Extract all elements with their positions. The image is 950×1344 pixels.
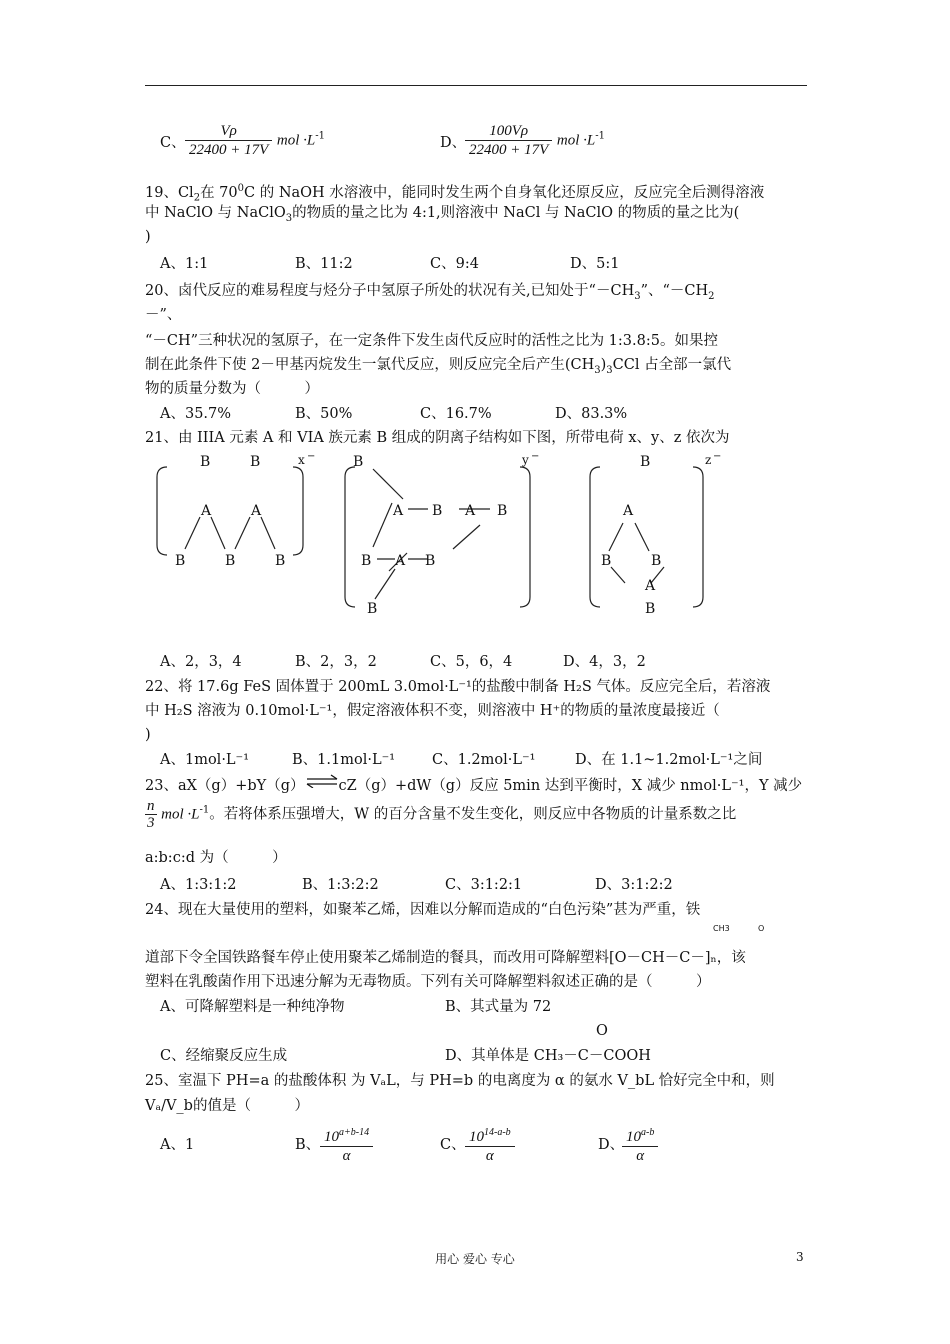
atom-b: B — [645, 601, 656, 617]
atom-a: A — [251, 503, 262, 519]
q25-option-a: A、1 — [160, 1137, 195, 1153]
atom-b: B — [425, 553, 436, 569]
atom-b: B — [175, 553, 186, 569]
atom-b: B — [250, 454, 261, 470]
q21-option-c: C、5，6，4 — [430, 654, 513, 670]
q20-option-c: C、16.7% — [420, 406, 492, 422]
q19-option-d: D、5:1 — [570, 256, 620, 272]
q19-option-c: C、9:4 — [430, 256, 479, 272]
atom-a: A — [623, 503, 634, 519]
footer-text: 用心 爱心 专心 — [435, 1252, 515, 1266]
q22-option-c: C、1.2mol·L⁻¹ — [432, 752, 536, 768]
q25-option-b-label: B、 — [295, 1137, 321, 1153]
q23-option-b: B、1:3:2:2 — [302, 877, 379, 893]
q24-option-a: A、可降解塑料是一种纯净物 — [160, 999, 345, 1015]
q22-line-2: 中 H₂S 溶液为 0.10mol·L⁻¹，假定溶液体积不变，则溶液中 H⁺的物质的量浓度最接近（ — [145, 703, 720, 719]
q23-line-1: 23、aX（g）+bY（g） cZ（g）+dW（g）反应 5min 达到平衡时，X 减少 nmol·L⁻¹，Y 减少 — [145, 776, 802, 796]
charge-z: z — [705, 453, 712, 467]
q24-o-mark: O — [596, 1023, 608, 1039]
q18-option-c: C、 — [160, 135, 186, 151]
q25-option-b-fraction: $\frac{10^{a+b-14}}{\alpha}$ — [320, 1124, 373, 1165]
q25-line-2: Vₐ/V_b的值是（ ） — [145, 1098, 309, 1114]
q24-line-1: 24、现在大量使用的塑料，如聚苯乙烯，因难以分解而造成的“白色污染”甚为严重，铁 — [145, 902, 701, 918]
q18-d-fraction: $\frac{100V\rho}{22400 + 17V}$ mol $\cdot L^{-1}$ — [465, 122, 605, 159]
q23-line-3: a:b:c:d 为（ ） — [145, 850, 287, 866]
q21-structure-diagrams — [145, 445, 745, 625]
q22-line-1: 22、将 17.6g FeS 固体置于 200mL 3.0mol·L⁻¹的盐酸中制备 H₂S 气体。反应完全后，若溶液 — [145, 679, 771, 695]
atom-a: A — [393, 503, 404, 519]
q20-line-1: 20、卤代反应的难易程度与烃分子中氢原子所处的状况有关,已知处于“$-CH_3$”、“$-CH_2$ — [145, 283, 715, 302]
charge-x: x — [298, 453, 305, 467]
q19-line-2: 中 NaClO 与 NaClO$_3$的物质的量之比为 4:1,则溶液中 NaCl 与 NaClO 的物质的量之比为( — [145, 205, 740, 224]
atom-b: B — [497, 503, 508, 519]
q23-option-c: C、3:1:2:1 — [445, 877, 523, 893]
q20-line-4: 制在此条件下使 2－甲基丙烷发生一氯代反应，则反应完全后产生$(CH_3)_3CCl$ 占全部一氯代 — [145, 357, 732, 376]
q22-line-3: ) — [145, 727, 151, 743]
q24-option-d: D、其单体是 CH₃－C－COOH — [445, 1048, 651, 1064]
atom-b: B — [367, 601, 378, 617]
q20-option-d: D、83.3% — [555, 406, 628, 422]
q24-small-o: O — [758, 924, 765, 933]
q22-option-d: D、在 1.1~1.2mol·L⁻¹之间 — [575, 752, 763, 768]
atom-a: A — [465, 503, 476, 519]
q23-fraction-line: $\frac{n}{3}$ mol $\cdot L^{-1}$。若将体系压强增大，W 的百分含量不发生变化，则反应中各物质的计量系数之比 — [147, 798, 737, 831]
atom-b: B — [353, 454, 364, 470]
charge-sign: − — [531, 451, 540, 462]
q24-line-2: 道部下令全国铁路餐车停止使用聚苯乙烯制造的餐具，而改用可降解塑料[O－CH－C－]ₙ，该 — [145, 950, 746, 966]
q23-option-a: A、1:3:1:2 — [160, 877, 237, 893]
q25-option-c-label: C、 — [440, 1137, 466, 1153]
charge-sign: − — [713, 451, 722, 462]
q19-line-3: ) — [145, 229, 151, 245]
charge-y: y — [522, 453, 529, 467]
q18-c-fraction: $\frac{V\rho}{22400 + 17V}$ mol $\cdot L^{-1}$ — [185, 122, 325, 159]
q19-option-a: A、1:1 — [160, 256, 209, 272]
q24-option-b: B、其式量为 72 — [445, 999, 552, 1015]
header-rule — [145, 85, 807, 86]
q25-line-1: 25、室温下 PH=a 的盐酸体积 为 VₐL，与 PH=b 的电离度为 α 的氨水 V_bL 恰好完全中和，则 — [145, 1073, 775, 1089]
q24-line-3: 塑料在乳酸菌作用下迅速分解为无毒物质。下列有关可降解塑料叙述正确的是（ ） — [145, 974, 711, 990]
q20-line-5: 物的质量分数为（ ） — [145, 381, 319, 397]
atom-b: B — [225, 553, 236, 569]
q19-line-1: 19、$Cl_2$在 $70^0C$ 的 NaOH 水溶液中，能同时发生两个自身氧化还原反应，反应完全后测得溶液 — [145, 183, 765, 204]
q18-option-d: D、 — [440, 135, 467, 151]
q24-small-ch3: CH3 — [713, 924, 730, 933]
atom-b: B — [432, 503, 443, 519]
q21-option-b: B、2，3，2 — [295, 654, 377, 670]
q20-option-b: B、50% — [295, 406, 353, 422]
atom-a: A — [645, 578, 656, 594]
atom-a: A — [201, 503, 212, 519]
q23-option-d: D、3:1:2:2 — [595, 877, 673, 893]
q24-option-c: C、经缩聚反应生成 — [160, 1048, 288, 1064]
atom-b: B — [200, 454, 211, 470]
q21-option-a: A、2，3，4 — [160, 654, 242, 670]
q22-option-a: A、1mol·L⁻¹ — [160, 752, 250, 768]
atom-b: B — [601, 553, 612, 569]
atom-a: A — [395, 553, 406, 569]
q19-option-b: B、11:2 — [295, 256, 353, 272]
q21-line-1: 21、由 IIIA 元素 A 和 VIA 族元素 B 组成的阴离子结构如下图，所带电荷 x、y、z 依次为 — [145, 430, 730, 446]
q21-option-d: D、4，3，2 — [563, 654, 646, 670]
q20-option-a: A、35.7% — [160, 406, 232, 422]
q25-option-d-fraction: $\frac{10^{a-b}}{\alpha}$ — [622, 1124, 658, 1165]
atom-b: B — [361, 553, 372, 569]
q25-option-d-label: D、 — [598, 1137, 625, 1153]
q20-line-2: －”、 — [145, 307, 182, 323]
q25-option-c-fraction: $\frac{10^{14-a-b}}{\alpha}$ — [465, 1124, 515, 1165]
atom-b: B — [640, 454, 651, 470]
charge-sign: − — [307, 451, 316, 462]
q20-line-3: “－CH”三种状况的氢原子，在一定条件下发生卤代反应时的活性之比为 1:3.8:5。如果控 — [145, 333, 718, 349]
atom-b: B — [275, 553, 286, 569]
q22-option-b: B、1.1mol·L⁻¹ — [292, 752, 396, 768]
page-number: 3 — [796, 1250, 804, 1264]
atom-b: B — [651, 553, 662, 569]
equilibrium-arrow-icon — [305, 774, 339, 794]
